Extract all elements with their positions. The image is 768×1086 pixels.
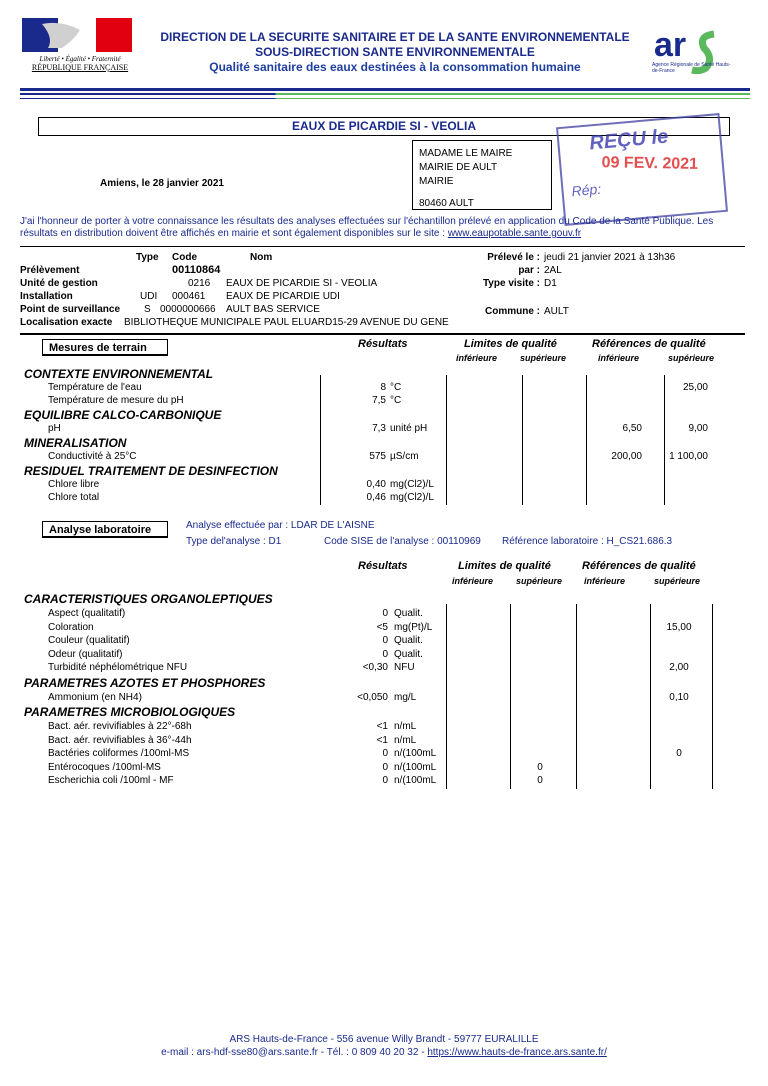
- param-name: Entérocoques /100ml-MS: [48, 761, 161, 773]
- param-name: Conductivité à 25°C: [48, 451, 137, 462]
- param-name: Odeur (qualitatif): [48, 648, 123, 660]
- column-separator: [446, 604, 447, 789]
- param-name: Turbidité néphélométrique NFU: [48, 662, 188, 673]
- param-unit: Qualit.: [394, 608, 423, 619]
- column-separator: [446, 375, 447, 505]
- column-separator: [522, 375, 523, 505]
- param-value: 8: [380, 382, 386, 393]
- param-name: Aspect (qualitatif): [48, 608, 126, 619]
- param-unit: mg(Cl2)/L: [390, 492, 434, 503]
- tab-analyse-laboratoire: Analyse laboratoire: [42, 521, 168, 538]
- param-name: Chlore total: [48, 492, 100, 503]
- param-value: <5: [376, 621, 388, 633]
- lim-sup-value: 0: [537, 775, 543, 786]
- param-value: <1: [376, 734, 388, 746]
- place-date: Amiens, le 28 janvier 2021: [100, 178, 224, 189]
- param-value: 0,46: [366, 492, 386, 503]
- param-unit: mg(Cl2)/L: [390, 479, 434, 490]
- section-title: RESIDUEL TRAITEMENT DE DESINFECTION: [24, 464, 278, 478]
- col-lim-inf: inférieure: [452, 576, 494, 586]
- param-unit: n/(100mL: [394, 761, 437, 773]
- param-unit: µS/cm: [390, 451, 419, 462]
- labo-par: Analyse effectuée par : LDAR DE L'AISNE: [186, 520, 375, 531]
- col-limites: Limites de qualité: [464, 338, 557, 350]
- param-value: <0,050: [357, 691, 388, 703]
- param-name: Chlore libre: [48, 479, 100, 490]
- section-title: CONTEXTE ENVIRONNEMENTAL: [24, 367, 214, 381]
- param-name: Escherichia coli /100ml - MF: [48, 775, 174, 786]
- ref-sup-value: 0: [676, 748, 682, 759]
- param-unit: Qualit.: [394, 635, 423, 646]
- header-title: DIRECTION DE LA SECURITE SANITAIRE ET DE LA SANTE ENVIRONNEMENTALE SOUS-DIRECTION SANTE ENVIRONNEMENTALE Qualité sanitaire des eaux destinées à la consommation humaine: [160, 30, 630, 74]
- section-title: PARAMETRES AZOTES ET PHOSPHORES: [24, 675, 266, 690]
- divider-bar: [20, 88, 750, 91]
- section-title: PARAMETRES MICROBIOLOGIQUES: [24, 705, 236, 719]
- param-value: 7,3: [372, 423, 386, 434]
- param-name: Température de mesure du pH: [48, 395, 184, 406]
- col-ref-sup: supérieure: [654, 576, 701, 586]
- ref-inf-value: 6,50: [622, 423, 642, 434]
- param-value: <1: [376, 721, 388, 732]
- param-unit: °C: [390, 382, 402, 393]
- param-value: 0: [382, 761, 388, 773]
- column-separator: [586, 375, 587, 505]
- divider-bar: [20, 98, 750, 99]
- column-separator: [576, 604, 577, 789]
- param-unit: n/(100mL: [394, 748, 437, 759]
- param-unit: unité pH: [390, 423, 428, 434]
- column-separator: [712, 604, 713, 789]
- col-references: Références de qualité: [592, 338, 706, 350]
- section-title: EQUILIBRE CALCO-CARBONIQUE: [24, 408, 222, 422]
- param-unit: Qualit.: [394, 648, 423, 660]
- param-value: <0,30: [362, 662, 388, 673]
- tab-mesures-terrain: Mesures de terrain: [42, 339, 168, 356]
- param-value: 0: [382, 748, 388, 759]
- footer: ARS Hauts-de-France - 556 avenue Willy Brandt - 59777 EURALILLE e-mail : ars-hdf-sse80@ars.sante.fr - Tél. : 0 809 40 20 32 - https://www.hauts-de-france.ars.sante.fr/: [161, 1034, 607, 1058]
- col-lim-sup: supérieure: [516, 576, 563, 586]
- ref-sup-value: 0,10: [669, 691, 689, 703]
- param-unit: n/mL: [394, 721, 417, 732]
- col-resultats: Résultats: [358, 338, 408, 350]
- param-unit: mg(Pt)/L: [394, 621, 433, 633]
- labo-ref: Référence laboratoire : H_CS21.686.3: [502, 536, 673, 547]
- param-unit: NFU: [394, 662, 415, 673]
- param-name: Coloration: [48, 621, 94, 633]
- param-value: 7,5: [372, 395, 386, 406]
- param-value: 575: [369, 451, 386, 462]
- param-value: 0: [382, 608, 388, 619]
- param-name: Bact. aér. revivifiables à 22°-68h: [48, 721, 192, 732]
- lim-sup-value: 0: [537, 761, 543, 773]
- republic-text: Liberté • Égalité • Fraternité RÉPUBLIQUE FRANÇAISE: [31, 55, 129, 72]
- intro-text: J'ai l'honneur de porter à votre connaissance les résultats des analyses effectuées sur l'échantillon prélevé en application du Code de la Santé Publique. Les résultats en distribution doivent être affichés en mairie et sont également disponibles sur le site : www.eaupotable.sante.gouv.fr: [20, 216, 714, 239]
- divider: [20, 246, 745, 247]
- ars-subtitle: Agence Régionale de Santé Hauts-de-France: [652, 62, 731, 74]
- ref-sup-value: 9,00: [688, 423, 708, 434]
- ref-inf-value: 200,00: [611, 451, 642, 462]
- param-name: pH: [48, 423, 61, 434]
- col-limites: Limites de qualité: [458, 560, 551, 572]
- col-references: Références de qualité: [582, 560, 696, 572]
- col-ref-inf: inférieure: [598, 353, 640, 363]
- param-name: Température de l'eau: [48, 382, 142, 393]
- divider: [20, 333, 745, 335]
- param-name: Bact. aér. revivifiables à 36°-44h: [48, 734, 192, 746]
- sample-identification: Type Code Nom Prélèvement 00110864 Unité de gestion 0216 EAUX DE PICARDIE SI - VEOLIA Installation UDI 000461 EAUX DE PICARDIE UDI Point de surveillance S 0000000666 AULT BAS SERVICE Localisation exacte BIBLIOTHEQUE MUNICIPALE PAUL ELUARD15-29 AVENUE DU GENE Prélevé le : jeudi 21 janvier 2021 à 13h36 par : 2AL Type visite : D1 Commune : AULT: [20, 252, 676, 328]
- col-lim-inf: inférieure: [456, 353, 498, 363]
- recipient-address: MADAME LE MAIRE MAIRIE DE AULT MAIRIE 80460 AULT: [412, 140, 552, 210]
- ref-sup-value: 15,00: [666, 621, 692, 633]
- param-name: Bactéries coliformes /100ml-MS: [48, 748, 190, 759]
- received-stamp: REÇU le 09 FEV. 2021 Rép:: [556, 113, 728, 226]
- col-lim-sup: supérieure: [520, 353, 567, 363]
- labo-sise: Code SISE de l'analyse : 00110969: [324, 536, 481, 547]
- section-title: CARACTERISTIQUES ORGANOLEPTIQUES: [24, 592, 273, 606]
- section-title: MINERALISATION: [24, 436, 127, 450]
- column-separator: [510, 604, 511, 789]
- param-unit: n/mL: [394, 734, 417, 746]
- param-name: Couleur (qualitatif): [48, 635, 130, 646]
- param-value: 0,40: [366, 479, 386, 490]
- column-separator: [664, 375, 665, 505]
- ars-website-link[interactable]: https://www.hauts-de-france.ars.sante.fr/: [427, 1047, 607, 1058]
- param-name: Ammonium (en NH4): [48, 691, 142, 703]
- divider-bar: [20, 93, 750, 95]
- column-separator: [320, 375, 321, 505]
- ref-sup-value: 25,00: [682, 382, 708, 393]
- param-unit: n/(100mL: [394, 775, 437, 786]
- param-value: 0: [382, 648, 388, 660]
- document-title: EAUX DE PICARDIE SI - VEOLIA: [291, 119, 477, 133]
- ref-sup-value: 1 100,00: [669, 451, 708, 462]
- col-ref-sup: supérieure: [668, 353, 715, 363]
- svg-text:ar: ar: [654, 28, 687, 64]
- ref-sup-value: 2,00: [669, 662, 689, 673]
- eaupotable-link[interactable]: www.eaupotable.sante.gouv.fr: [447, 228, 582, 239]
- labo-type: Type del'analyse : D1: [186, 536, 282, 547]
- param-value: 0: [382, 635, 388, 646]
- marianne-logo: [22, 18, 132, 48]
- param-unit: °C: [390, 395, 402, 406]
- col-ref-inf: inférieure: [584, 576, 626, 586]
- param-value: 0: [382, 775, 388, 786]
- col-resultats: Résultats: [358, 560, 408, 572]
- param-unit: mg/L: [394, 691, 417, 703]
- column-separator: [650, 604, 651, 789]
